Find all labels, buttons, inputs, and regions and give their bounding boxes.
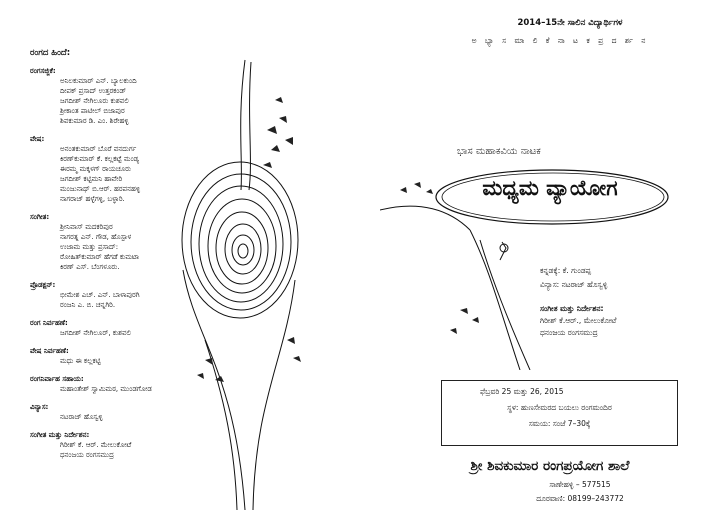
play-title: ಮಧ್ಯಮ ವ್ಯಾಯೋಗ xyxy=(482,176,618,200)
show-dates: ಫೆಬ್ರವರಿ 25 ಮತ್ತು 26, 2015 xyxy=(480,387,564,396)
credit-name: ಜಗದೀಶ್ ನೇಗಿಲೂರು ಕುಶವಲಿ xyxy=(60,97,129,105)
adaptation-credit: ಕನ್ನಡಕ್ಕೆ: ಕೆ. ಗುಂಡಪ್ಪ xyxy=(540,266,592,275)
credit-name: ಶ್ರೀಕಾಂತ ಪಾಟೀಲ್ ಬಿಜಾಪುರ xyxy=(60,107,125,115)
credit-name: ರಂಜನಿ ಎ. ಬಿ. ಚನ್ನಗಿರಿ. xyxy=(60,301,116,309)
credits-heading: ರಂಗದ ಹಿಂದೆ: xyxy=(30,48,71,58)
credit-name: ಕಿರಣ್ ಎಸ್. ಬೆಂಗಳೂರು. xyxy=(60,263,120,271)
credit-name: ಮಹಾಂತೇಶ್ ಸ್ವಾಮಿಮಠ, ಮುಂಡಗೋಡ xyxy=(60,385,152,393)
credit-role-label: ರಂಗಸಜ್ಜಿಕೆ: xyxy=(30,67,56,75)
music-direction-names xyxy=(540,315,616,339)
credit-role-label: ವಿನ್ಯಾಸ: xyxy=(30,403,49,411)
credit-role-label: ರಂಗ ನಿರ್ವಹಣೆ: xyxy=(30,319,68,327)
music-name: ಗಿರೀಶ್ ಕೆ.ಆರ್., ಮೇಲುಕೋಟೆ xyxy=(540,316,617,325)
credit-role-label: ವೇಷ ನಿರ್ವಹಣೆ: xyxy=(30,347,69,355)
credit-name: ದೀಪಕ್ ಪ್ರಸಾದ್ ಉತ್ತರಕಂಡ್ xyxy=(60,87,127,95)
header-block xyxy=(390,18,690,46)
tree-figure-illustration xyxy=(380,170,540,370)
credit-role-label: ಸಂಗೀತ ಮತ್ತು ನಿರ್ದೇಶನ: xyxy=(30,431,90,439)
credits-info xyxy=(540,265,616,339)
credit-name: ಅನಿಲಕುಮಾರ್ ಎನ್. ಬ್ಯಾಲಕುಂದಿ xyxy=(60,77,137,85)
event-subtitle: ಅ ಭ್ಯಾ ಸ ಮಾ ಲಿ ಕೆ ನಾ ಟ ಕ ಪ್ರ ದ ರ್ಶ ನ xyxy=(471,36,649,45)
credit-name: ಕಿರಣ್‌ಕುಮಾರ್ ಕೆ. ಕಲ್ಲಕಟ್ಟೆ ಮಂಡ್ಯ xyxy=(60,155,140,163)
credit-name: ನಾಗರಾಜ್ ಹಳ್ಳೆಗಳ್ಳಿ, ಬಳ್ಳಾರಿ. xyxy=(60,195,125,203)
organization-name: ಶ್ರೀ ಶಿವಕುಮಾರ ರಂಗಪ್ರಯೋಗ ಶಾಲೆ xyxy=(470,458,630,474)
credit-name: ಶ್ರೀನಿವಾಸ್ ಮದಕರಿಪುರ xyxy=(60,223,113,231)
credit-role-label: ಸಂಗೀತ: xyxy=(30,213,50,221)
music-name: ಧನಂಜಯ ರಂಗಸಮುದ್ರ xyxy=(540,328,598,337)
credit-name: ಮಧು ಈ ಕಲ್ಲಕಟ್ಟಿ xyxy=(60,357,101,365)
address-phone: ದೂರವಾಣಿ: 08199–243772 xyxy=(536,494,624,503)
credit-name: ಉಜಾಮ ಮತ್ತು ಪ್ರಸಾದ್: xyxy=(60,243,119,251)
credit-name: ಧನಂಜಯ ರಂಗಸಮುದ್ರ xyxy=(60,451,114,459)
credit-name: ಅನಂತಕುಮಾರ್ ಬೊರೆ ವನದುರ್ಗ xyxy=(60,145,137,153)
credit-role-label: ಪ್ರೊಡಕ್ಷನ್: xyxy=(30,281,56,289)
show-time: ಸಮಯ: ಸಂಜೆ 7–30ಕ್ಕೆ xyxy=(528,419,591,428)
credit-name: ಶಿವಕುಮಾರ ಡಿ. ಎಂ. ಶಿರೇಹಳ್ಳಿ xyxy=(60,117,129,125)
credit-role-label: ವೇಷ: xyxy=(30,135,45,143)
credit-name: ಗಿರೀಶ್ ಕೆ. ಆರ್. ಮೇಲುಕೋಟೆ xyxy=(60,441,132,449)
credit-name: ರೋಹಿತ್‌ಕುಮಾರ್ ಹೆಗಡೆ ಕುಮಟಾ xyxy=(60,253,139,261)
credit-name: ಜಗದೀಶ್ ನೇಗಿಲೂರ್, ಕುಶವಲಿ xyxy=(60,329,131,337)
organization-address xyxy=(470,478,690,506)
credit-name: ಈರಮ್ಮ ಮಕ್ಕಳಗ್ ರಾಯಚೂರು xyxy=(60,165,132,173)
address-place: ಸಾಣೇಹಳ್ಳಿ – 577515 xyxy=(549,480,611,489)
design-credit: ವಿನ್ಯಾಸ: ನಟರಾಜ್ ಹೊಸ್ವಳ್ಳಿ xyxy=(540,280,608,289)
season-line: 2014–15ನೇ ಸಾಲಿನ ವಿದ್ಯಾರ್ಥಿಗಳ xyxy=(517,18,623,28)
schedule-box xyxy=(441,380,678,446)
credit-name: ಜಗದೀಶ್ ಕಟ್ಟಿಮನಿ ಹಾವೇರಿ xyxy=(60,175,123,183)
author-line: ಭಾಸ ಮಹಾಕವಿಯ ನಾಟಕ xyxy=(457,146,541,157)
credit-role-label: ರಂಗನಿರ್ವಾಹ ಸಹಾಯ: xyxy=(30,375,84,383)
show-venue: ಸ್ಥಳ: ಹುಣಸೇಮರದ ಬಯಲು ರಂಗಮಂದಿರ xyxy=(507,403,612,412)
credit-name: ನಾಗರತ್ನ ಎನ್. ಗೌಡ, ಹೊಸ್ಪಾಳ xyxy=(60,233,132,241)
credit-name: ಭೀಮೇಶ ಎಚ್. ಎನ್. ಬಾಳಾಪುರಗಿ xyxy=(60,291,140,299)
credit-name: ನಟರಾಜ್ ಹೊಸ್ವಳ್ಳಿ xyxy=(60,413,103,421)
credit-name: ಮಂಜುನಾಥ್ ಬಿ.ಆರ್. ಹರಪನಹಳ್ಳಿ xyxy=(60,185,141,193)
music-direction-label: ಸಂಗೀತ ಮತ್ತು ನಿರ್ದೇಶನ: xyxy=(540,304,604,313)
spiral-tree-illustration xyxy=(175,40,345,510)
